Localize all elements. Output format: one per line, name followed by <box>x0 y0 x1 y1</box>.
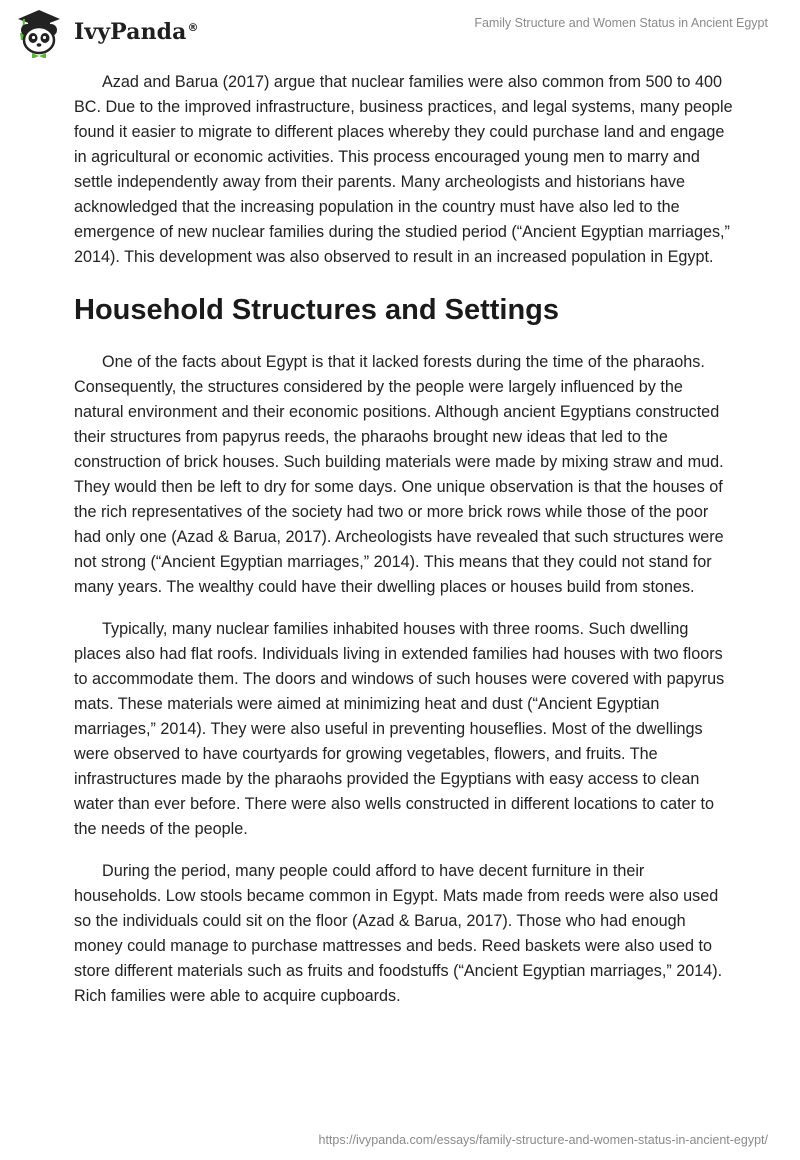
panda-graduate-icon <box>10 6 68 58</box>
page-header <box>0 0 800 60</box>
body-paragraph: Typically, many nuclear families inhabited houses with three rooms. Such dwelling places also had flat roofs. Individuals living in extended families had houses with two floors to accommodate them. The doors and windows of such houses were covered with papyrus mats. These materials were aimed at minimizing heat and dust (“Ancient Egyptian marriages,” 2014). They were also useful in preventing houseflies. Most of the dwellings were observed to have courtyards for growing vegetables, flowers, and fruits. The infrastructures made by the pharaohs provided the Egyptians with easy access to clean water than ever before. There were also wells constructed in different locations to cater to the needs of the people. <box>74 620 725 838</box>
intro-paragraph: Azad and Barua (2017) argue that nuclear families were also common from 500 to 400 BC. Due to the improved infrastructure, business practices, and legal systems, many people found it easier to migrate to different places whereby they could purchase land and engage in agricultural or economic activities. This process encouraged young men to marry and settle independently away from their parents. Many archeologists and historians have acknowledged that the increasing population in the country must have also led to the emergence of new nuclear families during the studied period (“Ancient Egyptian marriages,” 2014). This development was also observed to result in an increased population in Egypt. <box>74 73 733 266</box>
source-url-link[interactable]: https://ivypanda.com/essays/family-structure-and-women-status-in-ancient-egypt/ <box>318 1133 768 1147</box>
document-title: Family Structure and Women Status in Ancient Egypt <box>474 16 768 30</box>
essay-content <box>74 70 734 1026</box>
section-heading: Household Structures and Settings <box>74 294 559 326</box>
body-paragraph: During the period, many people could afford to have decent furniture in their households. Low stools became common in Egypt. Mats made from reeds were also used so the individuals could sit on the floor (Azad & Barua, 2017). Those who had enough money could manage to purchase mattresses and beds. Reed baskets were also used to store different materials such as fruits and foodstuffs (“Ancient Egyptian marriages,” 2014). Rich families were able to acquire cupboards. <box>74 862 723 1005</box>
body-paragraph: One of the facts about Egypt is that it lacked forests during the time of the pharaohs. Consequently, the structures considered by the people were largely influenced by the natural environment and their economic positions. Although ancient Egyptians constructed their structures from papyrus reeds, the pharaohs brought new ideas that led to the construction of brick houses. Such building materials were made by mixing straw and mud. They would then be left to dry for some days. One unique observation is that the houses of the rich representatives of the society had two or more brick rows while those of the poor had only one (Azad & Barua, 2017). Archeologists have revealed that such structures were not strong (“Ancient Egyptian marriages,” 2014). This means that they could not stand for many years. The wealthy could have their dwelling places or houses build from stones. <box>74 353 724 596</box>
logo-wordmark: IvyPanda® <box>74 19 199 45</box>
ivypanda-logo[interactable] <box>10 6 199 58</box>
registered-mark: ® <box>187 20 199 34</box>
